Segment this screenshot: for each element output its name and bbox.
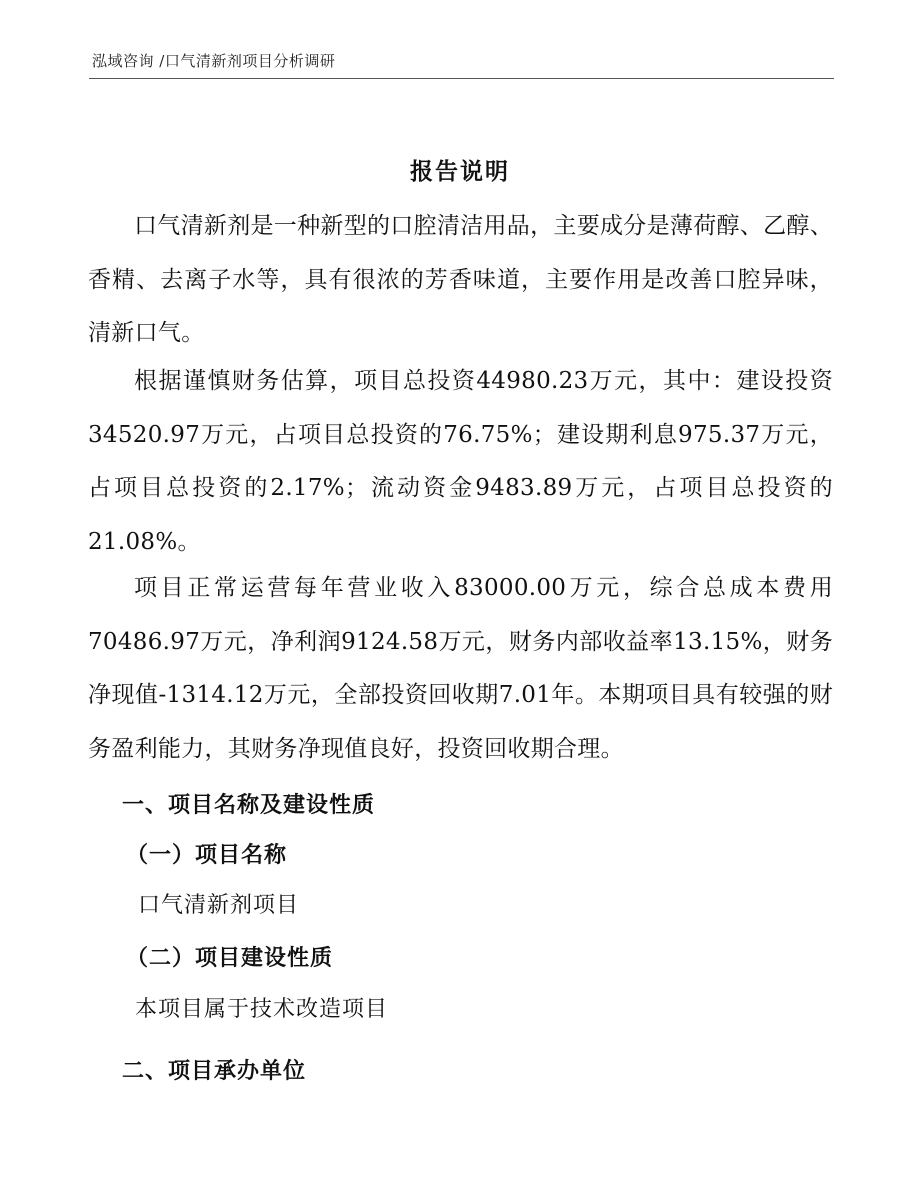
- header-divider: [89, 78, 834, 79]
- investment-paragraph: 根据谨慎财务估算，项目总投资44980.23万元，其中：建设投资34520.97万元，占项目总投资的76.75%；建设期利息975.37万元，占项目总投资的2.17%；流动资金9483.89万元，占项目总投资的21.08%。: [88, 368, 833, 555]
- subsection-1-heading: （一）项目名称: [126, 842, 288, 868]
- section-2-heading: 二、项目承办单位: [122, 1058, 307, 1084]
- report-title: 报告说明: [410, 158, 510, 185]
- revenue-paragraph: 项目正常运营每年营业收入83000.00万元，综合总成本费用70486.97万元，净利润9124.58万元，财务内部收益率13.15%，财务净现值-1314.12万元，全部投资回收期7.01年。本期项目具有较强的财务盈利能力，其财务净现值良好，投资回收期合理。: [88, 575, 833, 762]
- project-name: 口气清新剂项目: [138, 893, 300, 918]
- subsection-2-heading: （二）项目建设性质: [126, 945, 334, 971]
- section-1-heading: 一、项目名称及建设性质: [122, 792, 376, 818]
- page-header: 泓域咨询 /口气清新剂项目分析调研: [92, 52, 336, 70]
- intro-paragraph: 口气清新剂是一种新型的口腔清洁用品，主要成分是薄荷醇、乙醇、香精、去离子水等，具有很浓的芳香味道，主要作用是改善口腔异味，清新口气。: [88, 213, 833, 346]
- project-nature: 本项目属于技术改造项目: [135, 997, 389, 1022]
